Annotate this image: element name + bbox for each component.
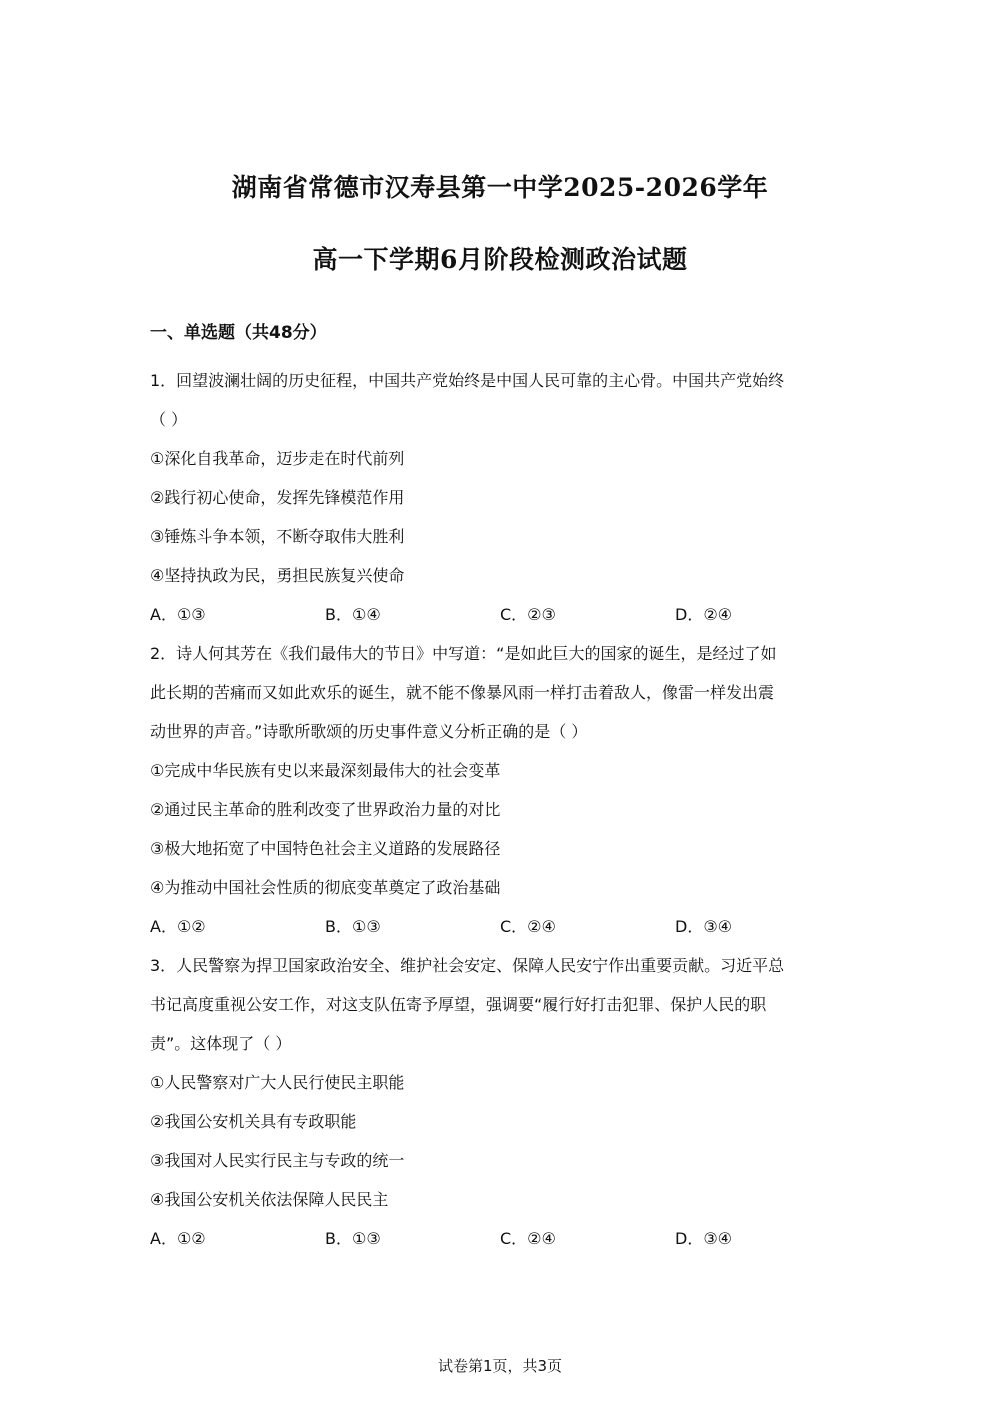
page-footer: 试卷第1页，共3页 [437,1357,563,1375]
answer-option-d: D．③④ [675,917,733,936]
statement-item: ④坚持执政为民，勇担民族复兴使命 [150,566,405,585]
question-stem-line: 责”。这体现了（ ） [150,1034,292,1053]
answer-option-d: D．②④ [675,605,733,624]
answer-option-b: B．①③ [325,917,381,936]
answer-option-b: B．①③ [325,1229,381,1248]
answer-option-a: A．①② [150,917,206,936]
statement-item: ②通过民主革命的胜利改变了世界政治力量的对比 [150,800,501,819]
question-stem-line: 2．诗人何其芳在《我们最伟大的节日》中写道：“是如此巨大的国家的诞生，是经过了如 [150,644,777,663]
exam-title-line-1: 湖南省常德市汉寿县第一中学2025-2026学年 [231,173,769,202]
answer-options [150,907,860,946]
question-stem-line: （ ） [150,410,188,429]
exam-title-line-2: 高一下学期6月阶段检测政治试题 [312,245,688,274]
question-3 [150,946,860,1258]
section-heading: 一、单选题（共48分） [150,323,327,343]
answer-option-a: A．①② [150,1229,206,1248]
answer-option-b: B．①④ [325,605,381,624]
question-1 [150,361,860,634]
question-2 [150,634,860,946]
answer-option-c: C．②④ [500,1229,556,1248]
answer-options [150,1219,860,1258]
statement-item: ①深化自我革命，迈步走在时代前列 [150,449,405,468]
statement-item: ①完成中华民族有史以来最深刻最伟大的社会变革 [150,761,501,780]
statement-item: ③极大地拓宽了中国特色社会主义道路的发展路径 [150,839,501,858]
question-stem-line: 书记高度重视公安工作，对这支队伍寄予厚望，强调要“履行好打击犯罪、保护人民的职 [150,995,767,1014]
statement-item: ③锤炼斗争本领，不断夺取伟大胜利 [150,527,405,546]
question-stem-line: 3．人民警察为捍卫国家政治安全、维护社会安定、保障人民安宁作出重要贡献。习近平总 [150,956,785,975]
answer-option-a: A．①③ [150,605,206,624]
answer-option-d: D．③④ [675,1229,733,1248]
question-stem-line: 动世界的声音。”诗歌所歌颂的历史事件意义分析正确的是（ ） [150,722,588,741]
statement-item: ①人民警察对广大人民行使民主职能 [150,1073,405,1092]
answer-option-c: C．②④ [500,917,556,936]
question-stem-line: 此长期的苦痛而又如此欢乐的诞生，就不能不像暴风雨一样打击着敌人，像雷一样发出震 [150,683,775,702]
question-list [150,361,860,1258]
statement-item: ④我国公安机关依法保障人民民主 [150,1190,389,1209]
question-stem-line: 1．回望波澜壮阔的历史征程，中国共产党始终是中国人民可靠的主心骨。中国共产党始终 [150,371,785,390]
statement-item: ②践行初心使命，发挥先锋模范作用 [150,488,405,507]
statement-item: ③我国对人民实行民主与专政的统一 [150,1151,405,1170]
answer-options [150,595,860,634]
statement-item: ④为推动中国社会性质的彻底变革奠定了政治基础 [150,878,501,897]
answer-option-c: C．②③ [500,605,556,624]
statement-item: ②我国公安机关具有专政职能 [150,1112,357,1131]
